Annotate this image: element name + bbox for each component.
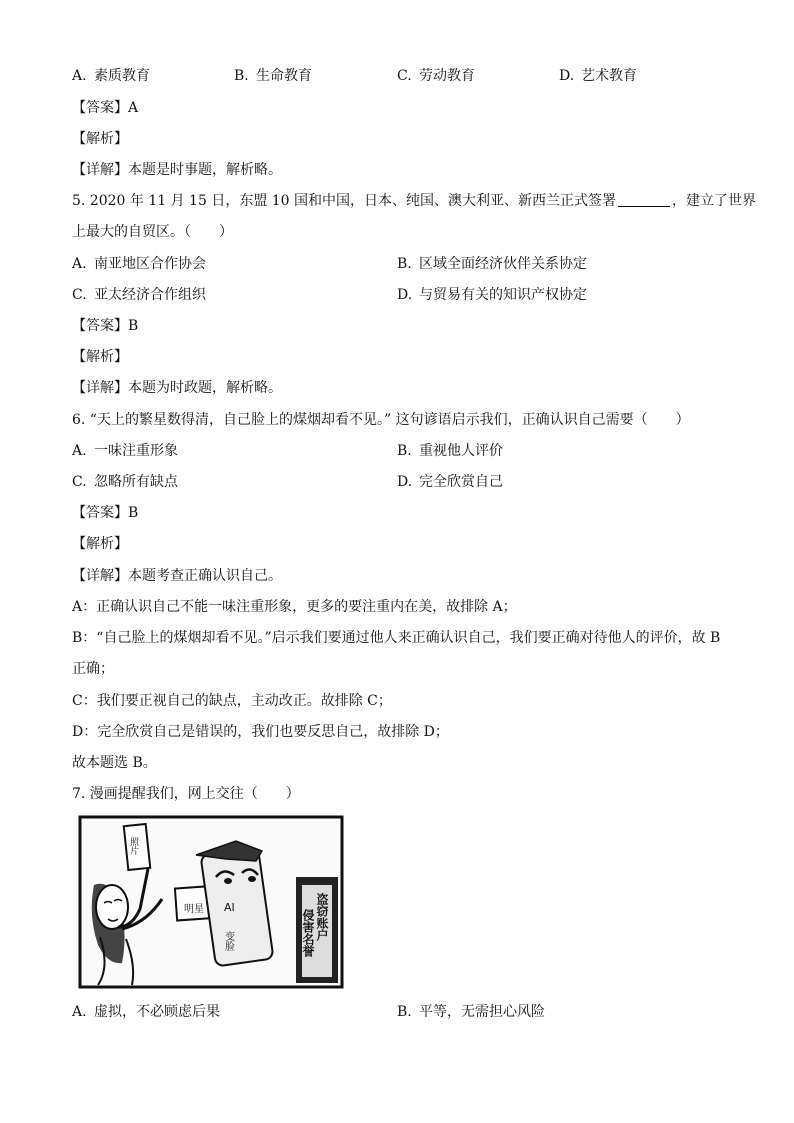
q7-comic-illustration [78, 815, 344, 989]
q4-option-b: B. 生命教育 [234, 68, 312, 84]
q7-option-b: B. 平等，无需担心风险 [397, 1004, 545, 1020]
q4-option-d: D. 艺术教育 [559, 68, 637, 84]
q5-option-c: C. 亚太经济合作组织 [72, 287, 206, 303]
q5-answer: 【答案】B [72, 318, 139, 334]
comic-card-star: 明星 [184, 904, 204, 915]
q5-detail: 【详解】本题为时政题，解析略。 [72, 380, 282, 396]
q5-option-a: A. 南亚地区合作协会 [72, 256, 206, 272]
q5-analysis-title: 【解析】 [72, 349, 128, 365]
q6-detail: 【详解】本题考查正确认识自己。 [72, 568, 282, 584]
comic-phone-ai: AI [224, 901, 235, 914]
comic-side-text-1: 盗窃账户 [315, 893, 329, 941]
q6-conclusion: 故本题选 B。 [72, 755, 157, 771]
comic-card-photo: 照片 [128, 837, 138, 855]
comic-phone-face: 变脸 [222, 931, 234, 951]
q6-line-d: D：完全欣赏自己是错误的，我们也要反思自己，故排除 D； [72, 724, 449, 740]
q4-option-a: A. 素质教育 [72, 68, 150, 84]
q5-stem-line2: 上最大的自贸区。（ ） [72, 224, 233, 240]
q4-answer: 【答案】A [72, 100, 139, 116]
q5-option-d: D. 与贸易有关的知识产权协定 [397, 287, 587, 303]
q4-option-c: C. 劳动教育 [397, 68, 475, 84]
q7-option-a: A. 虚拟，不必顾虑后果 [72, 1004, 220, 1020]
q6-option-d: D. 完全欣赏自己 [397, 474, 503, 490]
q5-blank [618, 192, 670, 207]
q6-analysis-title: 【解析】 [72, 536, 128, 552]
q4-analysis-title: 【解析】 [72, 131, 128, 147]
q7-stem: 7. 漫画提醒我们，网上交往（ ） [72, 786, 300, 802]
q6-line-c: C：我们要正视自己的缺点，主动改正。故排除 C； [72, 693, 392, 709]
q6-line-b-cont: 正确； [72, 661, 114, 677]
q4-options [72, 66, 772, 86]
q6-option-b: B. 重视他人评价 [397, 443, 503, 459]
q6-line-a: A：正确认识自己不能一味注重形象，更多的要注重内在美，故排除 A； [72, 599, 517, 615]
q6-option-a: A. 一味注重形象 [72, 443, 178, 459]
q6-line-b: B：“自己脸上的煤烟却看不见。”启示我们要通过他人来正确认识自己，我们要正确对待他人的评价，故 B [72, 630, 721, 646]
comic-side-text-2: 侵害名誉 [301, 909, 315, 957]
q5-option-b: B. 区域全面经济伙伴关系协定 [397, 256, 587, 272]
q4-detail: 【详解】本题是时事题，解析略。 [72, 162, 282, 178]
q6-stem: 6. “天上的繁星数得清，自己脸上的煤烟却看不见。” 这句谚语启示我们，正确认识自己需要（ ） [72, 412, 690, 428]
q6-answer: 【答案】B [72, 505, 139, 521]
q5-stem-line1: 5. 2020 年 11 月 15 日，东盟 10 国和中国，日本、纯国、澳大利亚、新西兰正式签署 ，建立了世界 [72, 193, 757, 209]
q6-option-c: C. 忽略所有缺点 [72, 474, 178, 490]
